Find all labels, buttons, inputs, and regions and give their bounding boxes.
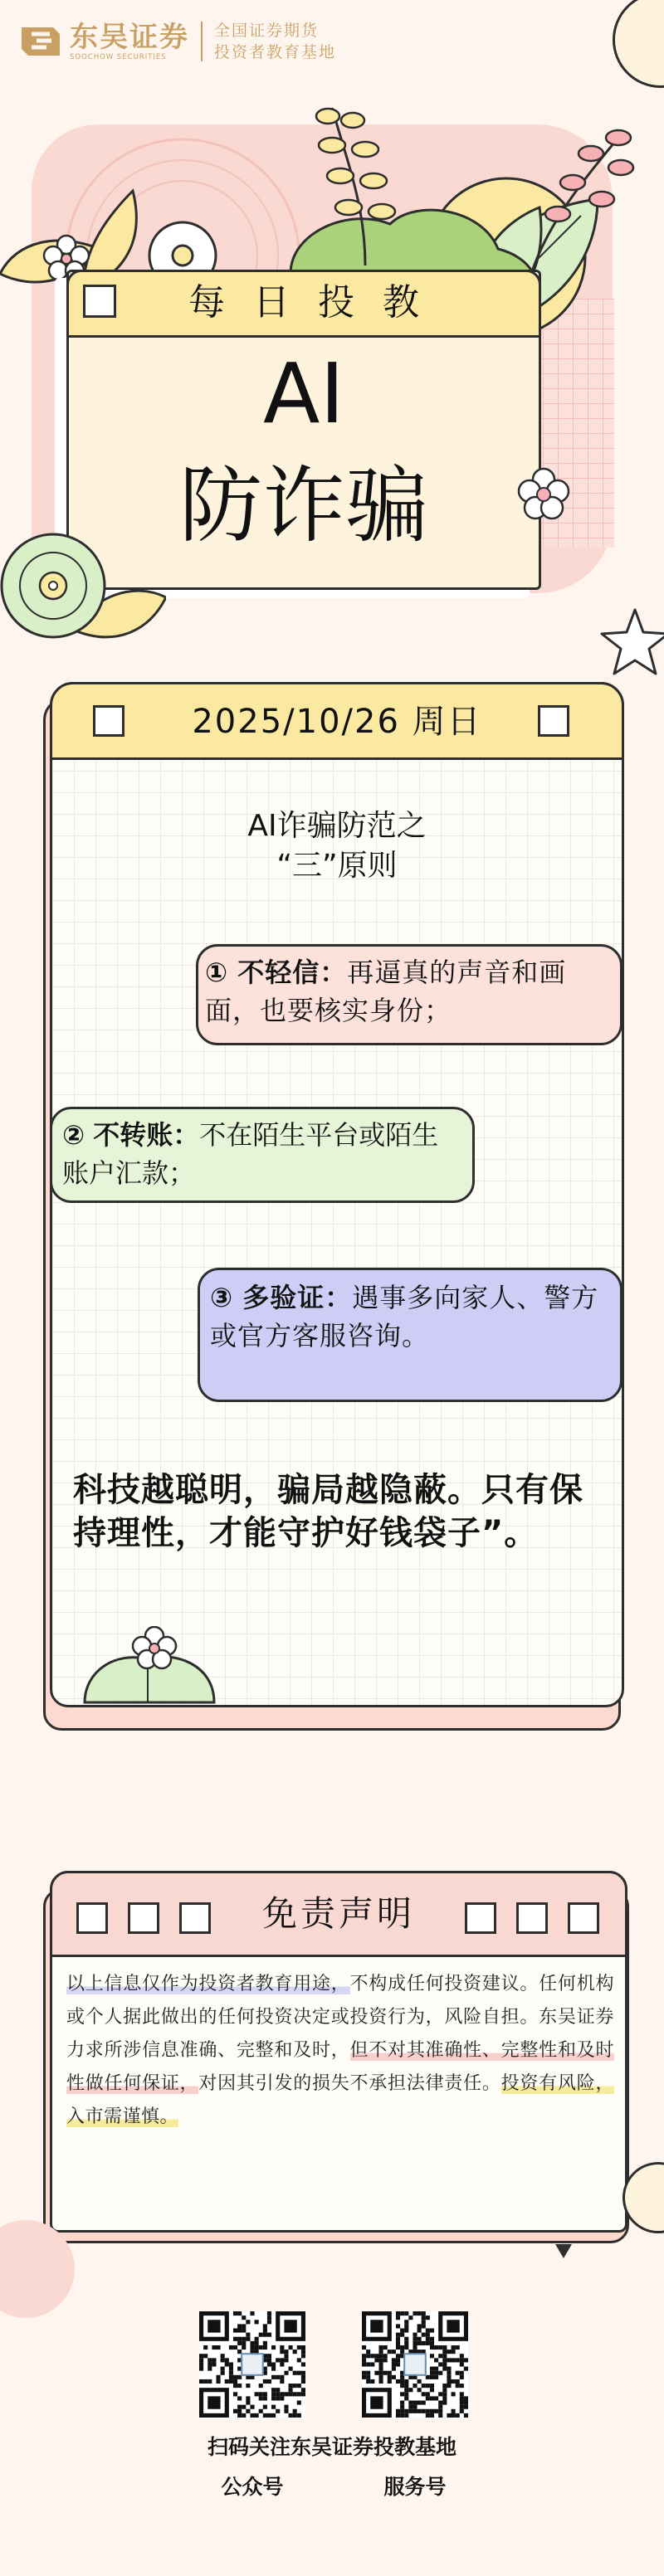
- rule-bubble-3: [198, 1268, 622, 1402]
- logo-divider: [201, 22, 203, 61]
- summary-text: 科技越聪明，骗局越隐蔽。只有保持理性，才能守护好钱袋子”。: [73, 1471, 583, 1552]
- slogan-line-1: 全国证券期货: [214, 22, 320, 40]
- qr-left-label: 公众号: [221, 2475, 284, 2499]
- rule-2-label: 不转账：: [93, 1119, 200, 1151]
- hero-tab-title: 每日投教: [188, 281, 447, 324]
- soochow-logo-icon: [18, 22, 65, 61]
- flower-icon: [515, 465, 573, 526]
- deco-circle-top-right: [613, 0, 664, 88]
- hero-title-ai: AI: [263, 345, 344, 442]
- qr-code-wechat-service[interactable]: [362, 2311, 468, 2418]
- main-title-line-2: “三”原则: [276, 849, 398, 883]
- disclaimer-seg-2: 不构成任何投资建议。任何机构或个人据此做出的任何投资决定或投资行为，风险自担。东吴证券力求所涉信息准确、完整和及时，: [66, 1974, 614, 2061]
- rule-1-label: 不轻信：: [237, 957, 348, 988]
- rule-bubble-2: [50, 1107, 475, 1203]
- cd-icon: [0, 531, 166, 650]
- rule-2-text: 不在陌生平台或陌生账户汇款；: [62, 1119, 439, 1189]
- disclaimer-seg-3: 但不对其准确性、完整性和及时性做任何保证，: [66, 2040, 614, 2094]
- qr-right-label: 服务号: [383, 2475, 447, 2499]
- rule-3-label: 多验证：: [242, 1282, 353, 1313]
- date-label: 2025/10/26 周日: [192, 703, 482, 741]
- brand-en: SOOCHOW SECURITIES: [70, 53, 167, 61]
- disclaimer-seg-1: 以上信息仅作为投资者教育用途，: [66, 1974, 350, 1994]
- disclaimer-seg-4: 对因其引发的损失不承担法律责任。: [198, 2073, 501, 2094]
- rule-3-text: 遇事多向家人、警方或官方客服咨询。: [210, 1282, 599, 1351]
- slogan-line-2: 投资者教育基地: [214, 43, 337, 61]
- brand-name: 东吴证券: [70, 21, 189, 54]
- disclaimer-text: [66, 1968, 614, 2134]
- rule-2-marker: ②: [62, 1119, 85, 1151]
- rule-3-marker: ③: [210, 1282, 234, 1313]
- star-icon: [598, 606, 664, 684]
- brand-logo: [18, 17, 336, 66]
- qr-code-wechat-official[interactable]: [199, 2311, 305, 2418]
- bush-flower-icon: [81, 1626, 222, 1708]
- qr-caption: 扫码关注东吴证券投教基地: [207, 2435, 456, 2459]
- disclaimer-title: 免责声明: [261, 1893, 415, 1934]
- disclaimer-seg-5: 投资有风险，入市需谨慎。: [66, 2073, 614, 2127]
- hero-title-fraud: 防诈骗: [179, 457, 428, 554]
- arrow-down-icon: [553, 2240, 574, 2265]
- rule-1-marker: ①: [205, 957, 229, 988]
- rule-1-text: 再逼真的声音和画面，也要核实身份；: [205, 957, 567, 1026]
- main-title: [50, 806, 624, 886]
- main-title-line-1: AI诈骗防范之: [247, 809, 427, 843]
- rule-bubble-1: [196, 944, 622, 1045]
